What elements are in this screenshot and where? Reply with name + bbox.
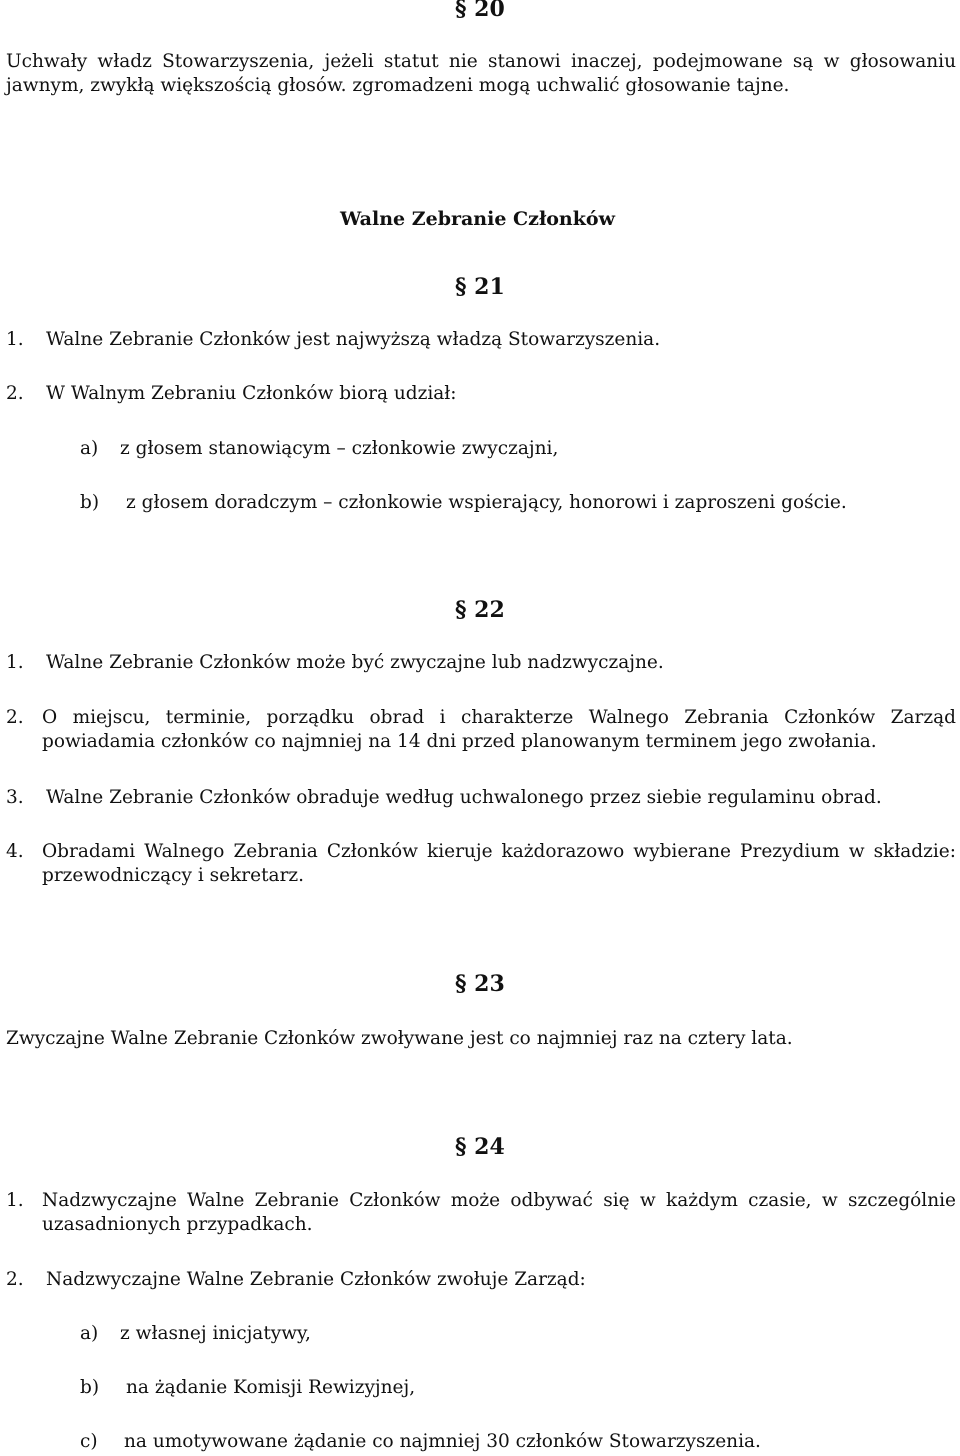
item-number: 3. xyxy=(6,787,24,808)
item-number: 2. xyxy=(6,707,24,728)
item-number: 4. xyxy=(6,841,24,862)
item-text: Walne Zebranie Członków obraduje według uchwalonego przez siebie regulaminu obrad. xyxy=(46,787,882,808)
section-24-sign: § 24 xyxy=(455,1134,505,1160)
subitem-letter: c) xyxy=(80,1431,98,1452)
section-21-sign: § 21 xyxy=(455,274,505,300)
item-number: 2. xyxy=(6,1269,24,1290)
item-text: Nadzwyczajne Walne Zebranie Członków zwołuje Zarząd: xyxy=(46,1269,586,1290)
item-text: Nadzwyczajne Walne Zebranie Członków może odbywać się w każdym czasie, w szczególnie uzasadnionych przypadkach. xyxy=(42,1190,956,1235)
subitem-letter: a) xyxy=(80,1323,99,1344)
subitem-text: z głosem doradczym – członkowie wspierający, honorowi i zaproszeni goście. xyxy=(126,492,847,513)
subitem-text: z głosem stanowiącym – członkowie zwyczajni, xyxy=(120,438,559,459)
subitem-text: na żądanie Komisji Rewizyjnej, xyxy=(126,1377,416,1398)
section-23-sign: § 23 xyxy=(455,971,505,997)
item-number: 1. xyxy=(6,329,24,350)
subitem-text: na umotywowane żądanie co najmniej 30 członków Stowarzyszenia. xyxy=(124,1431,761,1452)
item-text: W Walnym Zebraniu Członków biorą udział: xyxy=(46,383,457,404)
chapter-title: Walne Zebranie Członków xyxy=(340,208,615,230)
section-23-text: Zwyczajne Walne Zebranie Członków zwoływane jest co najmniej raz na cztery lata. xyxy=(6,1028,793,1049)
item-number: 1. xyxy=(6,1190,24,1211)
section-20-sign: § 20 xyxy=(455,0,505,22)
item-number: 2. xyxy=(6,383,24,404)
item-text: O miejscu, terminie, porządku obrad i charakterze Walnego Zebrania Członków Zarząd powiadamia członków co najmniej na 14 dni przed planowanym terminem jego zwołania. xyxy=(42,707,956,752)
item-text: Obradami Walnego Zebrania Członków kieruje każdorazowo wybierane Prezydium w składzie: przewodniczący i sekretarz. xyxy=(42,841,956,886)
section-22-sign: § 22 xyxy=(455,597,505,623)
item-text: Walne Zebranie Członków jest najwyższą władzą Stowarzyszenia. xyxy=(46,329,661,350)
item-number: 1. xyxy=(6,652,24,673)
subitem-letter: b) xyxy=(80,1377,100,1398)
section-20-text: Uchwały władz Stowarzyszenia, jeżeli statut nie stanowi inaczej, podejmowane są w głosowaniu jawnym, zwykłą większością głosów. zgromadzeni mogą uchwalić głosowanie tajne. xyxy=(6,51,956,96)
subitem-letter: a) xyxy=(80,438,99,459)
item-text: Walne Zebranie Członków może być zwyczajne lub nadzwyczajne. xyxy=(46,652,664,673)
subitem-text: z własnej inicjatywy, xyxy=(120,1323,311,1344)
subitem-letter: b) xyxy=(80,492,100,513)
